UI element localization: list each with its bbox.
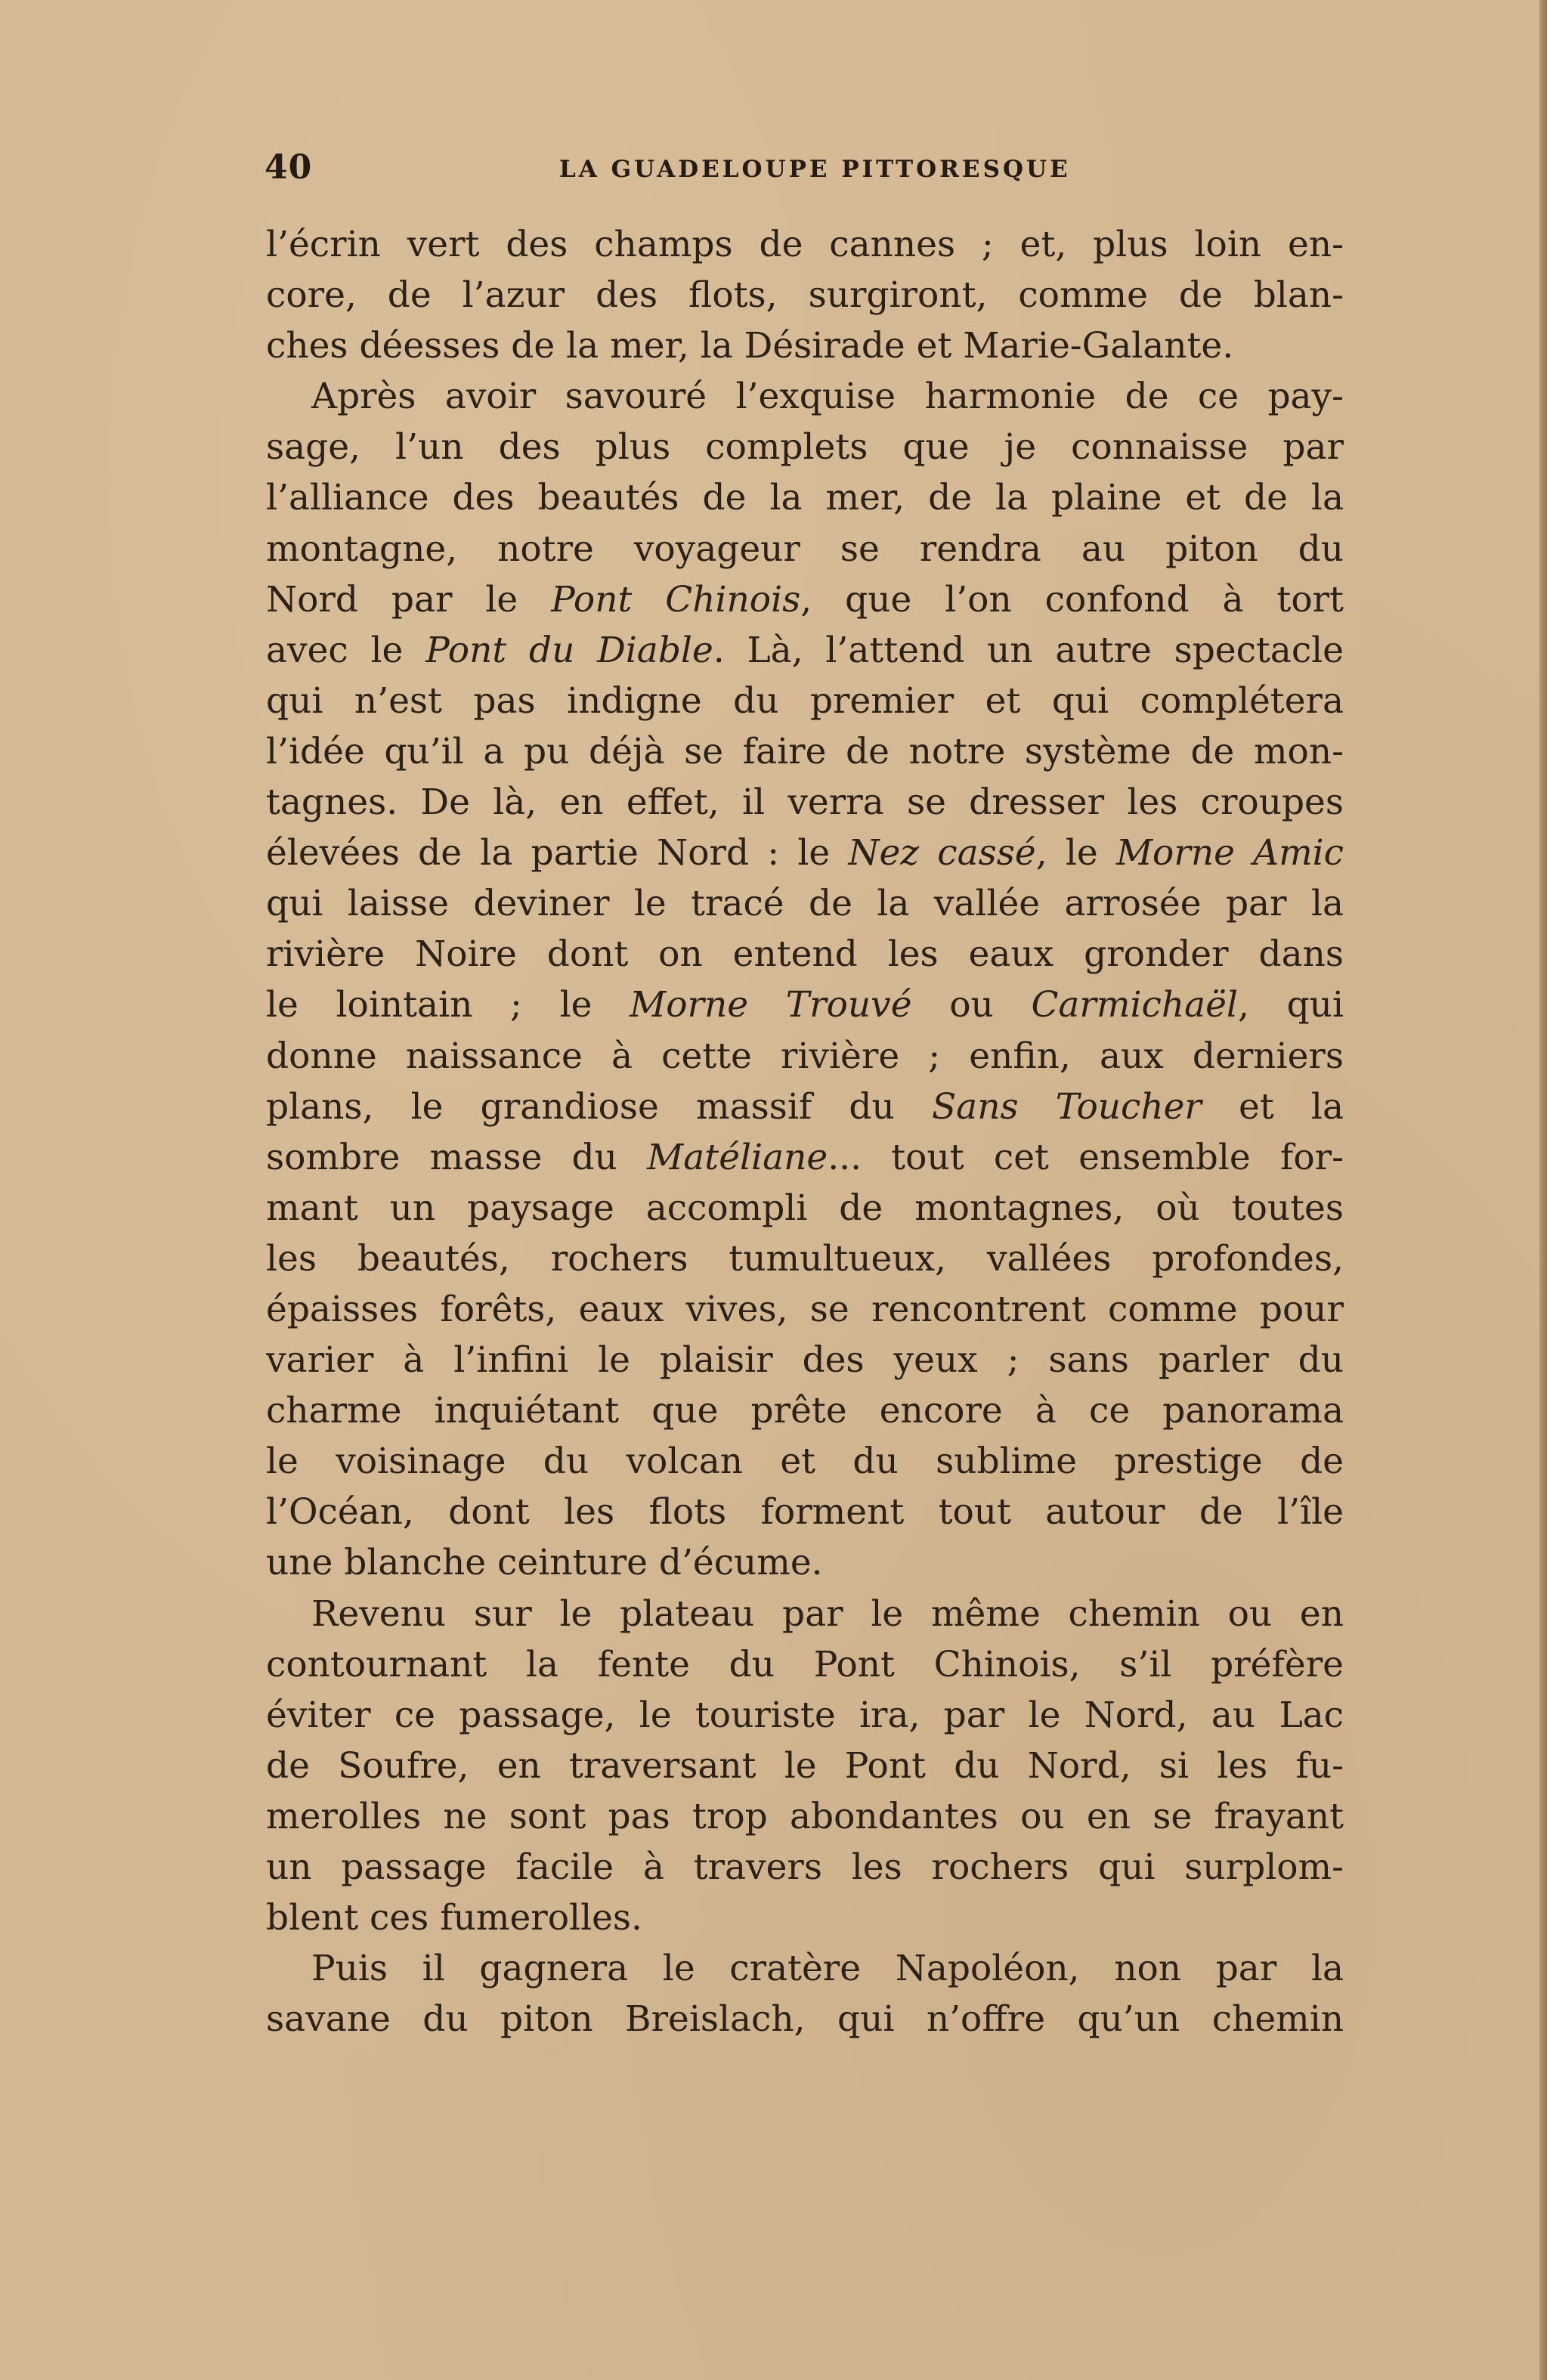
text-line: [266, 1791, 1344, 1842]
text-segment: tagnes. De là, en effet, il verra se dresser les croupes: [266, 781, 1344, 824]
text-line: [266, 726, 1344, 777]
text-line: [266, 1639, 1344, 1690]
text-segment: Après avoir savouré l’exquise harmonie de ce pay-: [311, 376, 1344, 418]
text-segment: de Soufre, en traversant le Pont du Nord, si les fu-: [266, 1744, 1344, 1787]
text-segment: , que l’on confond à tort: [800, 578, 1344, 621]
text-segment: mant un paysage accompli de montagnes, où toutes: [266, 1187, 1344, 1229]
text-line: [266, 777, 1344, 828]
text-line: [266, 1487, 1344, 1537]
text-line: [266, 1537, 1344, 1588]
text-segment: Revenu sur le plateau par le même chemin ou en: [311, 1592, 1344, 1635]
body-text: [266, 219, 1344, 2044]
text-line: [266, 574, 1344, 625]
text-segment: blent ces fumerolles.: [266, 1897, 642, 1939]
text-line: [266, 1943, 1344, 1994]
text-line: [266, 676, 1344, 726]
text-segment: les beautés, rochers tumultueux, vallées profondes,: [266, 1237, 1344, 1280]
text-line: [266, 472, 1344, 523]
text-segment: merolles ne sont pas trop abondantes ou en se frayant: [266, 1795, 1344, 1837]
text-line: [266, 524, 1344, 574]
text-segment: ... tout cet ensemble for-: [828, 1136, 1344, 1178]
text-line: [266, 1233, 1344, 1284]
text-line: [266, 1385, 1344, 1436]
text-line: [266, 828, 1344, 878]
text-segment: plans, le grandiose massif du: [266, 1085, 932, 1128]
text-line: [266, 625, 1344, 676]
italic-text: Pont du Diable: [425, 629, 713, 671]
text-segment: sombre masse du: [266, 1136, 648, 1178]
text-segment: le voisinage du volcan et du sublime prestige de: [266, 1441, 1344, 1483]
text-segment: contournant la fente du Pont Chinois, s’il préfère: [266, 1643, 1344, 1685]
text-segment: épaisses forêts, eaux vives, se rencontrent comme pour: [266, 1288, 1344, 1330]
text-segment: montagne, notre voyageur se rendra au piton du: [266, 528, 1344, 570]
text-line: [266, 422, 1344, 472]
text-segment: rivière Noire dont on entend les eaux gronder dans: [266, 933, 1344, 976]
text-segment: Puis il gagnera le cratère Napoléon, non par la: [311, 1948, 1344, 1990]
text-segment: . Là, l’attend un autre spectacle: [713, 629, 1344, 671]
text-line: [266, 1183, 1344, 1233]
italic-text: Morne Trouvé: [630, 984, 912, 1026]
page-edge: [1539, 0, 1547, 2380]
text-line: [266, 1436, 1344, 1487]
text-segment: ches déesses de la mer, la Désirade et Marie-Galante.: [266, 325, 1234, 367]
text-line: [266, 1741, 1344, 1791]
text-line: [266, 1335, 1344, 1385]
text-line: [266, 1690, 1344, 1741]
text-line: [266, 929, 1344, 980]
text-segment: ou: [911, 984, 1032, 1026]
text-segment: varier à l’infini le plaisir des yeux ; sans parler du: [266, 1339, 1344, 1382]
italic-text: Pont Chinois: [551, 578, 801, 621]
text-segment: Nord par le: [266, 578, 552, 621]
italic-text: Sans Toucher: [931, 1085, 1202, 1128]
text-segment: l’écrin vert des champs de cannes ; et, plus loin en-: [266, 224, 1344, 265]
text-line: [266, 219, 1344, 270]
text-line: [266, 1031, 1344, 1082]
text-segment: élevées de la partie Nord : le: [266, 832, 849, 874]
text-segment: qui laisse deviner le tracé de la vallée arrosée par la: [266, 883, 1344, 925]
text-segment: une blanche ceinture d’écume.: [266, 1542, 823, 1584]
text-segment: , le: [1035, 832, 1116, 874]
text-line: [266, 1994, 1344, 2044]
text-segment: et la: [1201, 1085, 1344, 1128]
text-segment: sage, l’un des plus complets que je connaisse par: [266, 426, 1344, 469]
text-line: [266, 980, 1344, 1030]
text-line: [266, 1284, 1344, 1335]
text-line: [266, 1589, 1344, 1639]
text-segment: charme inquiétant que prête encore à ce panorama: [266, 1390, 1344, 1432]
text-segment: qui n’est pas indigne du premier et qui complétera: [266, 679, 1344, 722]
page-header: [265, 148, 1338, 193]
text-segment: éviter ce passage, le touriste ira, par le Nord, au Lac: [266, 1694, 1344, 1736]
text-segment: avec le: [266, 629, 426, 671]
text-segment: un passage facile à travers les rochers qui surplom-: [266, 1846, 1344, 1888]
text-line: [266, 270, 1344, 320]
text-line: [266, 1842, 1344, 1893]
text-line: [266, 371, 1344, 422]
italic-text: Matéliane: [647, 1136, 828, 1178]
text-segment: , qui: [1237, 984, 1344, 1026]
text-segment: savane du piton Breislach, qui n’offre qu’un chemin: [266, 1998, 1344, 2041]
italic-text: Carmichaël: [1031, 984, 1238, 1026]
page-number: 40: [265, 148, 313, 187]
text-line: [266, 1132, 1344, 1183]
text-line: [266, 320, 1344, 371]
text-segment: l’alliance des beautés de la mer, de la plaine et de la: [266, 477, 1344, 519]
italic-text: Nez cassé: [848, 832, 1036, 874]
italic-text: Morne Amic: [1115, 832, 1344, 874]
text-segment: l’Océan, dont les flots forment tout autour de l’île: [266, 1491, 1344, 1534]
text-line: [266, 1893, 1344, 1943]
text-segment: donne naissance à cette rivière ; enfin, aux derniers: [266, 1035, 1344, 1077]
running-title: LA GUADELOUPE PITTORESQUE: [559, 156, 1071, 183]
text-line: [266, 1082, 1344, 1132]
text-line: [266, 878, 1344, 929]
text-segment: l’idée qu’il a pu déjà se faire de notre système de mon-: [266, 730, 1344, 772]
text-segment: le lointain ; le: [266, 984, 630, 1026]
text-segment: core, de l’azur des flots, surgiront, comme de blan-: [266, 274, 1344, 317]
